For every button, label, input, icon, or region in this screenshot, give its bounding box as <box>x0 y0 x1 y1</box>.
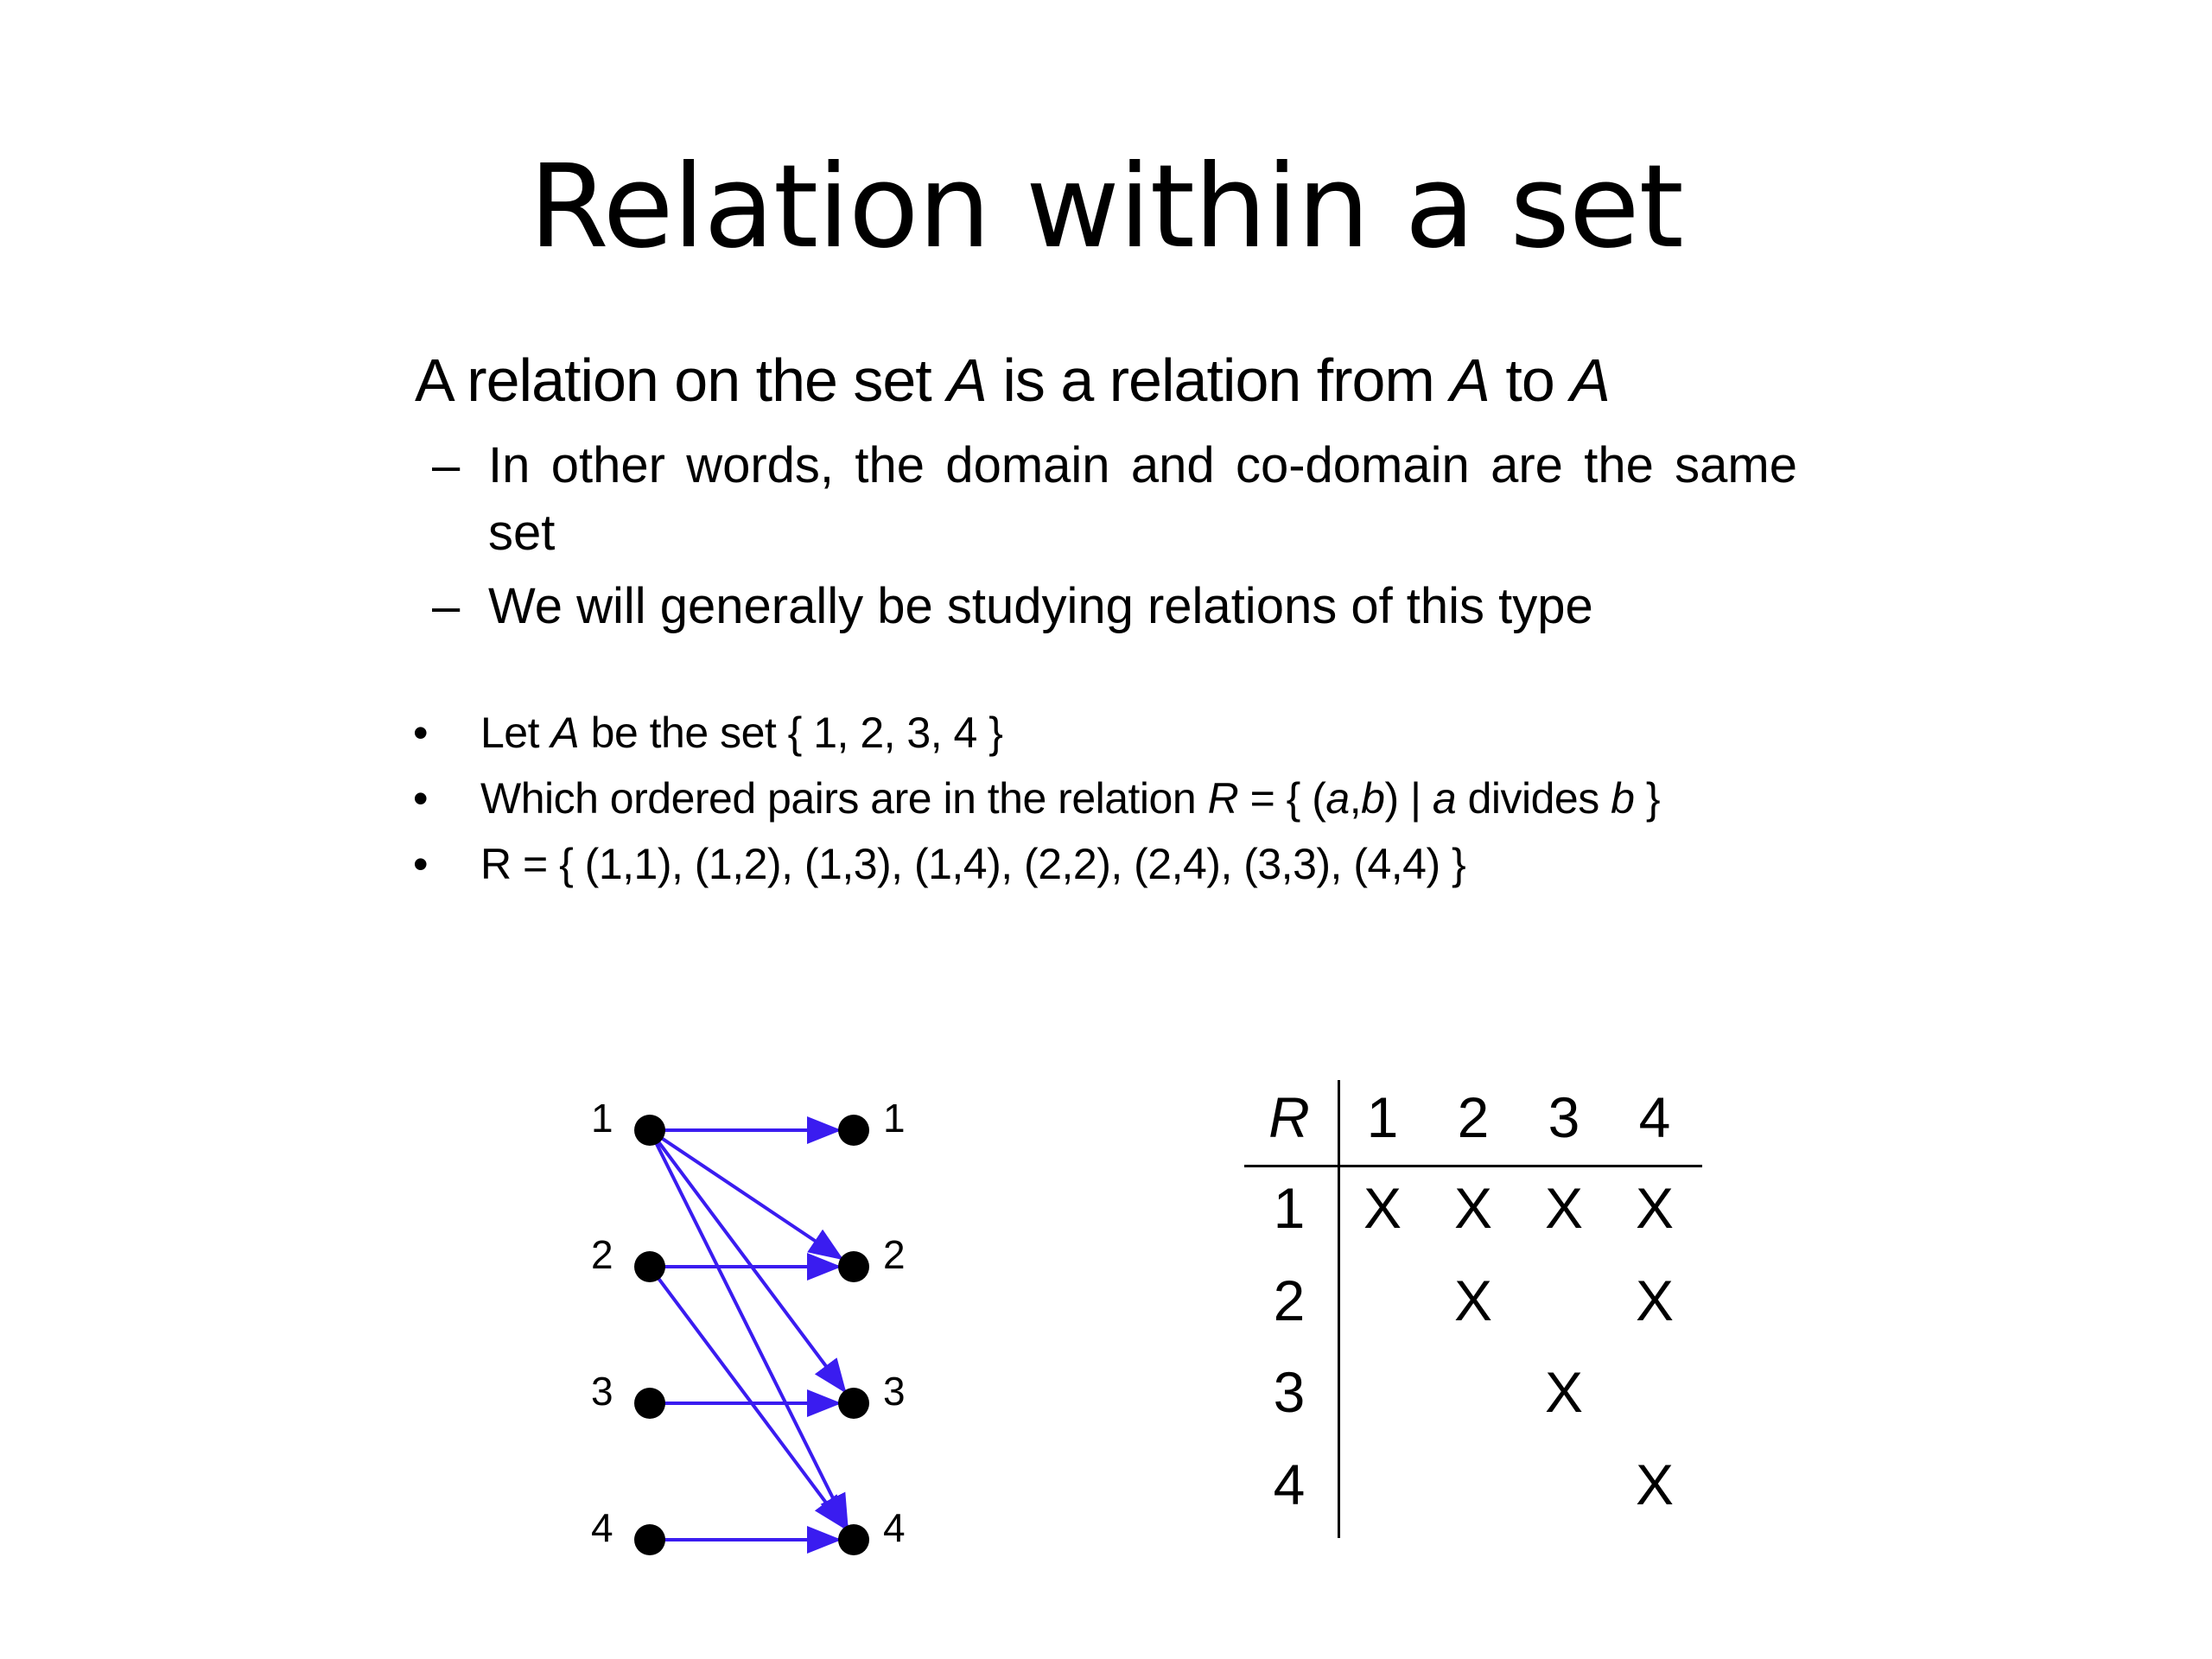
bullet-item-1: • Let A be the set { 1, 2, 3, 4 } <box>413 700 1660 766</box>
bullet-dot: • <box>413 774 429 823</box>
matrix-header-rule <box>1244 1165 1702 1167</box>
matrix-col-header: 3 <box>1548 1085 1580 1149</box>
right-node-3 <box>838 1388 869 1419</box>
right-node-1 <box>838 1115 869 1146</box>
edge-1-4 <box>650 1130 847 1526</box>
left-node-label: 4 <box>591 1505 613 1550</box>
matrix-col-header: 4 <box>1638 1085 1671 1149</box>
matrix-cell: X <box>1635 1176 1675 1240</box>
matrix-row-header: 1 <box>1273 1176 1306 1240</box>
matrix-cell: X <box>1363 1176 1402 1240</box>
matrix-cell: X <box>1453 1176 1493 1240</box>
matrix-row-rule <box>1338 1080 1340 1538</box>
sub-point-text: In other words, the domain and co-domain are the same set <box>488 437 1797 561</box>
slide-title: Relation within a set <box>529 141 1683 274</box>
lead-statement: A relation on the set A is a relation from A to A <box>415 346 1610 414</box>
bullet-item-3: • R = { (1,1), (1,2), (1,3), (1,4), (2,2), (2,4), (3,3), (4,4) } <box>413 831 1660 897</box>
edge-1-2 <box>650 1130 841 1258</box>
matrix-row-header: 3 <box>1273 1360 1306 1424</box>
right-node-label: 3 <box>883 1369 906 1414</box>
edge-2-4 <box>650 1267 844 1528</box>
right-node-label: 2 <box>883 1232 906 1277</box>
matrix-col-header: 2 <box>1457 1085 1490 1149</box>
relation-matrix <box>1244 1071 1702 1538</box>
matrix-cell: X <box>1544 1360 1584 1424</box>
matrix-corner-label: R <box>1268 1085 1310 1149</box>
dash-marker: – <box>432 578 461 634</box>
left-node-label: 3 <box>591 1369 613 1414</box>
matrix-col-header: 1 <box>1366 1085 1399 1149</box>
left-node-3 <box>634 1388 665 1419</box>
left-node-4 <box>634 1524 665 1555</box>
left-node-label: 2 <box>591 1232 613 1277</box>
sub-point-text: We will generally be studying relations of this type <box>488 578 1593 634</box>
dash-marker: – <box>432 437 461 493</box>
edge-1-3 <box>650 1130 844 1391</box>
matrix-row-header: 4 <box>1273 1452 1306 1516</box>
right-node-label: 4 <box>883 1505 906 1550</box>
left-node-2 <box>634 1251 665 1282</box>
bullet-dot: • <box>413 840 429 888</box>
matrix-cell: X <box>1635 1268 1675 1332</box>
left-node-label: 1 <box>591 1096 613 1141</box>
right-node-2 <box>838 1251 869 1282</box>
bullet-dot: • <box>413 709 429 757</box>
matrix-row-header: 2 <box>1273 1268 1306 1332</box>
matrix-cell: X <box>1453 1268 1493 1332</box>
right-node-4 <box>838 1524 869 1555</box>
matrix-cell: X <box>1544 1176 1584 1240</box>
matrix-cell: X <box>1635 1452 1675 1516</box>
bullet-item-2: • Which ordered pairs are in the relation R = { (a,b) | a divides b } <box>413 766 1660 831</box>
right-node-label: 1 <box>883 1096 906 1141</box>
left-node-1 <box>634 1115 665 1146</box>
